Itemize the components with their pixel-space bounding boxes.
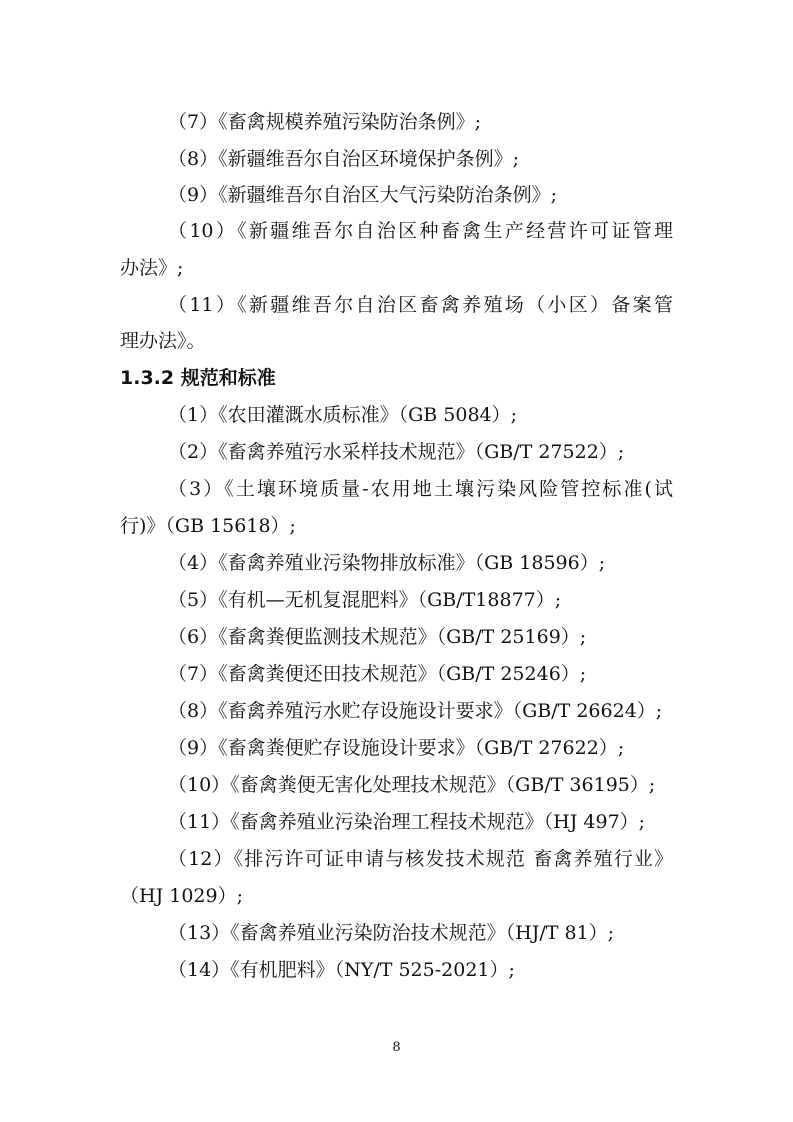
standard-item-5: （5）《有机—无机复混肥料》（GB/T18877）; [168,589,562,611]
standard-item-10: （10）《畜禽粪便无害化处理技术规范》（GB/T 36195）; [168,774,656,796]
law-item-7: （7）《畜禽规模养殖污染防治条例》; [168,111,481,133]
law-item-10-line-2: 办法》; [120,257,184,279]
standard-item-7: （7）《畜禽粪便还田技术规范》（GB/T 25246）; [168,663,587,685]
standard-item-3-line-1: （3）《土壤环境质量-农用地土壤污染风险管控标准(试 [168,478,673,500]
standard-item-3-line-2: 行)》（GB 15618）; [120,515,296,537]
law-item-8: （8）《新疆维吾尔自治区环境保护条例》; [168,148,519,170]
standard-item-13: （13）《畜禽养殖业污染防治技术规范》（HJ/T 81）; [168,922,615,944]
standard-item-2: （2）《畜禽养殖污水采样技术规范》（GB/T 27522）; [168,441,625,463]
standard-item-1: （1）《农田灌溉水质标准》（GB 5084）; [168,404,518,426]
law-item-9: （9）《新疆维吾尔自治区大气污染防治条例》; [168,184,557,206]
standard-item-4: （4）《畜禽养殖业污染物排放标准》（GB 18596）; [168,552,606,574]
standard-item-12-line-1: （12）《排污许可证申请与核发技术规范 畜禽养殖行业》 [168,848,673,870]
standard-item-6: （6）《畜禽粪便监测技术规范》（GB/T 25169）; [168,626,587,648]
law-item-10-line-1: （10）《新疆维吾尔自治区种畜禽生产经营许可证管理 [168,220,673,242]
page-number: 8 [392,1040,401,1055]
law-item-11-line-1: （11）《新疆维吾尔自治区畜禽养殖场（小区）备案管 [168,294,673,316]
standard-item-9: （9）《畜禽粪便贮存设施设计要求》（GB/T 27622）; [168,737,625,759]
standard-item-12-line-2: （HJ 1029）; [120,885,243,907]
standard-item-14: （14）《有机肥料》（NY/T 525-2021）; [168,959,515,981]
section-heading: 1.3.2 规范和标准 [120,367,276,389]
law-item-11-line-2: 理办法》。 [120,330,206,352]
standard-item-8: （8）《畜禽养殖污水贮存设施设计要求》（GB/T 26624）; [168,700,663,722]
standard-item-11: （11）《畜禽养殖业污染治理工程技术规范》（HJ 497）; [168,811,646,833]
